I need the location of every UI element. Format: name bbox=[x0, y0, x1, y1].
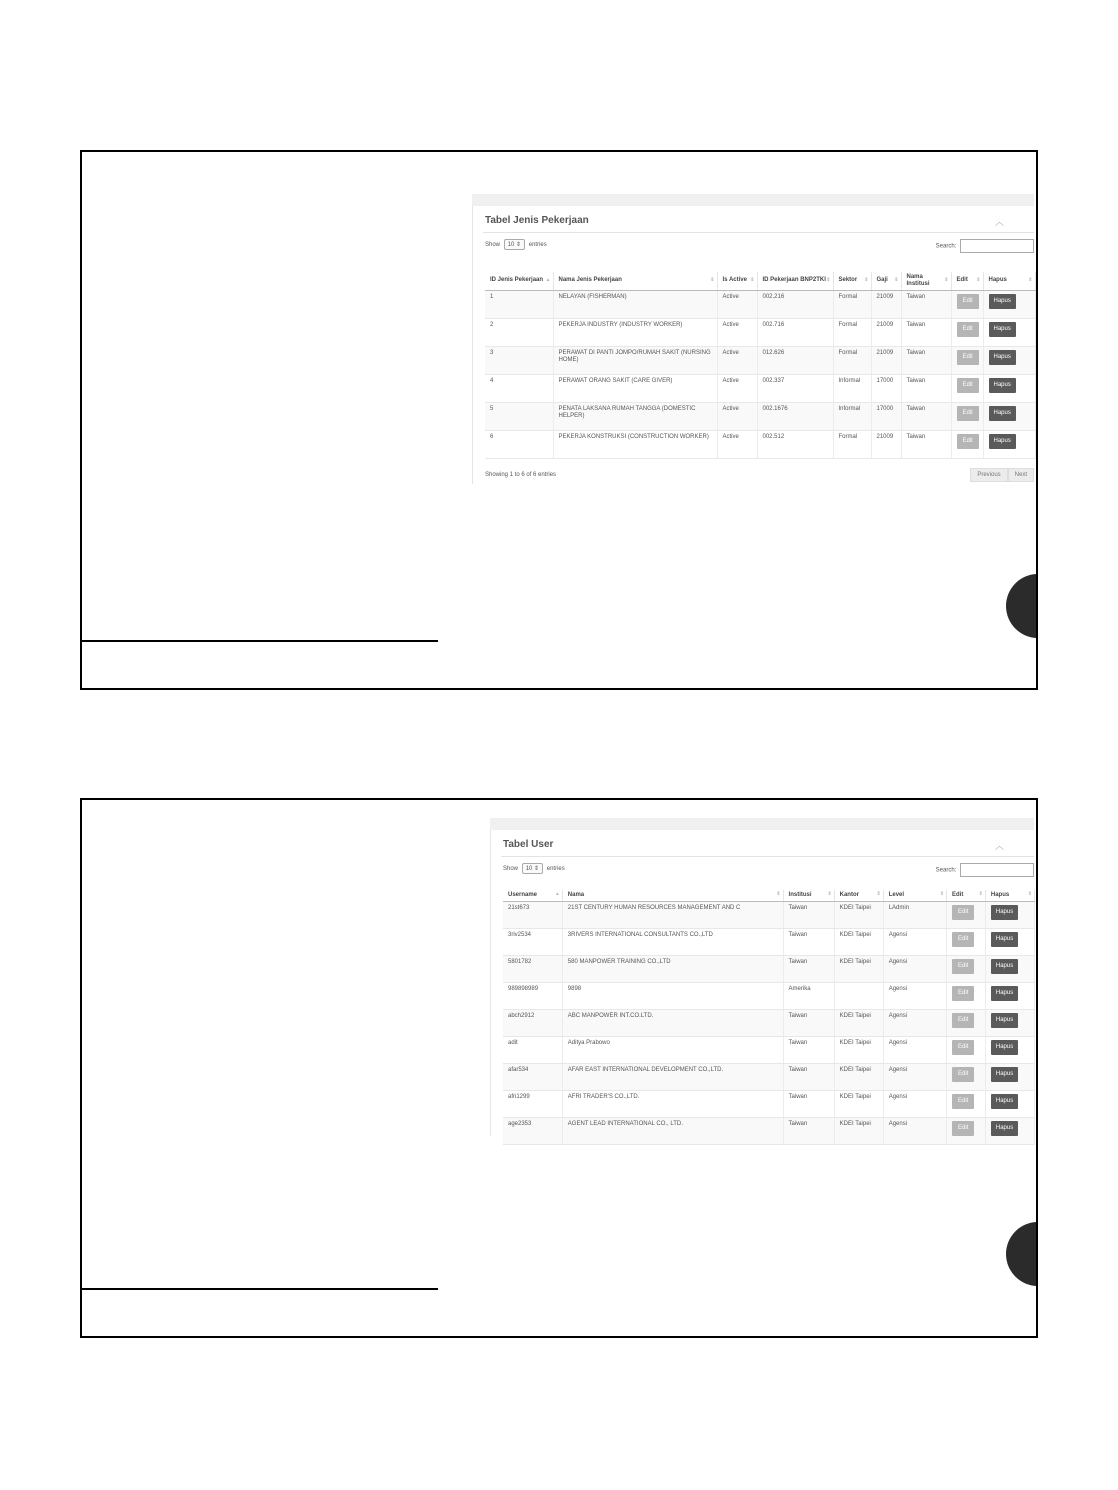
hapus-button[interactable]: Hapus bbox=[991, 1013, 1018, 1029]
table-cell: KDEI Taipei bbox=[834, 1009, 883, 1036]
table-cell: AFRI TRADER'S CO.,LTD. bbox=[562, 1090, 783, 1117]
hapus-cell bbox=[985, 955, 1034, 982]
table-cell: 580 MANPOWER TRAINING CO.,LTD bbox=[562, 955, 783, 982]
table-cell: Active bbox=[717, 346, 757, 374]
edit-button[interactable]: Edit bbox=[952, 959, 974, 975]
edit-cell bbox=[951, 374, 983, 402]
panel-box bbox=[472, 206, 1034, 484]
hapus-cell bbox=[985, 1090, 1034, 1117]
hapus-button[interactable]: Hapus bbox=[991, 932, 1018, 948]
table-cell: age2353 bbox=[503, 1117, 562, 1144]
col-header-label: ID Jenis Pekerjaan bbox=[490, 277, 544, 284]
table-cell: Taiwan bbox=[783, 1009, 834, 1036]
col-header-nama[interactable] bbox=[553, 272, 717, 290]
edit-cell bbox=[951, 402, 983, 430]
panel-box bbox=[490, 830, 1034, 1136]
screenshot-frame-2 bbox=[80, 798, 1038, 1338]
sort-icon: ⇕ bbox=[776, 891, 781, 898]
col-header-kantor[interactable] bbox=[834, 890, 883, 901]
edit-button[interactable]: Edit bbox=[952, 1013, 974, 1029]
table-cell: Agensi bbox=[883, 1090, 946, 1117]
select-arrow-icon: ⇕ bbox=[534, 866, 540, 872]
table-cell: KDEI Taipei bbox=[834, 928, 883, 955]
table-cell: KDEI Taipei bbox=[834, 955, 883, 982]
sort-icon: ⇕ bbox=[976, 277, 981, 284]
table-cell: Taiwan bbox=[901, 430, 951, 458]
col-header-label: Sektor bbox=[838, 277, 858, 284]
table-cell: Taiwan bbox=[783, 901, 834, 928]
table-cell: Agensi bbox=[883, 1117, 946, 1144]
show-suffix: entries bbox=[528, 242, 547, 248]
table-cell: Taiwan bbox=[901, 318, 951, 346]
hapus-cell bbox=[985, 1063, 1034, 1090]
table-cell: 002.337 bbox=[757, 374, 833, 402]
table-row bbox=[503, 901, 1035, 928]
table-cell: Active bbox=[717, 430, 757, 458]
table-row bbox=[485, 402, 1035, 430]
edit-cell bbox=[947, 1117, 986, 1144]
col-header-id-bnp2tki[interactable] bbox=[757, 272, 833, 290]
entries-select-value: 10 bbox=[525, 866, 533, 872]
hapus-cell bbox=[985, 901, 1034, 928]
table-cell: 002.512 bbox=[757, 430, 833, 458]
table-cell: 21st673 bbox=[503, 901, 562, 928]
table-cell: KDEI Taipei bbox=[834, 1036, 883, 1063]
sort-icon: ⇕ bbox=[894, 277, 899, 284]
table-row bbox=[485, 318, 1035, 346]
table-cell: 3 bbox=[485, 346, 553, 374]
table-row bbox=[503, 1009, 1035, 1036]
divider bbox=[501, 856, 1034, 857]
hapus-button[interactable]: Hapus bbox=[989, 406, 1016, 422]
edit-cell bbox=[947, 901, 986, 928]
col-header-label: Nama bbox=[567, 892, 585, 898]
sort-asc-icon: ▲ bbox=[554, 891, 560, 898]
hapus-button[interactable]: Hapus bbox=[991, 1067, 1018, 1083]
hapus-cell bbox=[983, 402, 1035, 430]
table-cell: 4 bbox=[485, 374, 553, 402]
table-cell: 9898 bbox=[562, 982, 783, 1009]
edit-cell bbox=[947, 1063, 986, 1090]
hapus-cell bbox=[985, 1009, 1034, 1036]
previous-button[interactable]: Previous bbox=[970, 468, 1007, 482]
table-cell: abch2912 bbox=[503, 1009, 562, 1036]
col-header-hapus[interactable] bbox=[983, 272, 1035, 290]
table-cell: Taiwan bbox=[783, 1036, 834, 1063]
decorative-circle bbox=[1006, 1222, 1038, 1286]
table-cell: Taiwan bbox=[901, 290, 951, 318]
table-header-row bbox=[485, 272, 1035, 290]
table-cell: Agensi bbox=[883, 982, 946, 1009]
col-header-username[interactable] bbox=[503, 890, 562, 901]
next-button[interactable]: Next bbox=[1008, 468, 1034, 482]
col-header-label: Nama Jenis Pekerjaan bbox=[558, 277, 622, 284]
edit-cell bbox=[951, 346, 983, 374]
table-cell: Taiwan bbox=[901, 402, 951, 430]
hapus-button[interactable]: Hapus bbox=[991, 1094, 1018, 1110]
edit-button[interactable]: Edit bbox=[952, 986, 974, 1002]
edit-cell bbox=[947, 982, 986, 1009]
edit-button[interactable]: Edit bbox=[952, 1067, 974, 1083]
table-cell: Agensi bbox=[883, 1009, 946, 1036]
edit-cell bbox=[947, 1090, 986, 1117]
edit-button[interactable]: Edit bbox=[957, 294, 979, 310]
hapus-cell bbox=[985, 1117, 1034, 1144]
col-header-sektor[interactable] bbox=[833, 272, 871, 290]
collapse-icon[interactable]: ︿ bbox=[994, 217, 1004, 227]
edit-button[interactable]: Edit bbox=[952, 932, 974, 948]
table-cell: PERAWAT ORANG SAKIT (CARE GIVER) bbox=[553, 374, 717, 402]
edit-cell bbox=[947, 1009, 986, 1036]
sort-icon: ⇕ bbox=[1027, 891, 1032, 898]
entries-select[interactable] bbox=[522, 863, 543, 874]
select-arrow-icon: ⇕ bbox=[516, 242, 522, 248]
edit-cell bbox=[947, 1036, 986, 1063]
entries-select-value: 10 bbox=[507, 242, 515, 248]
table-cell bbox=[834, 982, 883, 1009]
col-header-label: Edit bbox=[952, 892, 964, 898]
table-cell: 21009 bbox=[871, 290, 901, 318]
table-cell: Taiwan bbox=[901, 374, 951, 402]
table-cell: 5 bbox=[485, 402, 553, 430]
table-cell: 17000 bbox=[871, 374, 901, 402]
sort-icon: ⇕ bbox=[939, 891, 945, 898]
edit-cell bbox=[947, 928, 986, 955]
col-header-level[interactable] bbox=[883, 890, 946, 901]
pagination bbox=[970, 468, 1034, 482]
search-label: Search: bbox=[935, 243, 957, 250]
table-cell: afar534 bbox=[503, 1063, 562, 1090]
table-row bbox=[503, 1090, 1035, 1117]
col-header-label: Hapus bbox=[988, 277, 1007, 284]
jenis-pekerjaan-panel bbox=[472, 194, 1034, 484]
table-cell: AFAR EAST INTERNATIONAL DEVELOPMENT CO.,LTD. bbox=[562, 1063, 783, 1090]
divider-line bbox=[82, 1288, 438, 1290]
divider-line bbox=[82, 640, 438, 642]
table-cell: Informal bbox=[833, 402, 871, 430]
decorative-circle bbox=[1006, 574, 1038, 638]
edit-button[interactable]: Edit bbox=[952, 1121, 974, 1137]
show-entries bbox=[503, 863, 565, 874]
table-cell: KDEI Taipei bbox=[834, 1090, 883, 1117]
table-cell: Amerika bbox=[783, 982, 834, 1009]
table-cell: Active bbox=[717, 374, 757, 402]
hapus-cell bbox=[983, 346, 1035, 374]
table-cell: PEKERJA INDUSTRY (INDUSTRY WORKER) bbox=[553, 318, 717, 346]
table-cell: 3RIVERS INTERNATIONAL CONSULTANTS CO.,LTD bbox=[562, 928, 783, 955]
edit-cell bbox=[951, 430, 983, 458]
col-header-nama[interactable] bbox=[562, 890, 783, 901]
table-cell: 002.716 bbox=[757, 318, 833, 346]
col-header-label: Is Active bbox=[722, 277, 747, 284]
hapus-button[interactable]: Hapus bbox=[989, 322, 1016, 338]
sort-icon: ⇕ bbox=[827, 891, 832, 898]
sort-asc-icon: ▲ bbox=[545, 277, 551, 284]
col-header-label: Nama Institusi bbox=[906, 274, 930, 287]
col-header-label: Level bbox=[888, 892, 905, 898]
table-cell: PERAWAT DI PANTI JOMPO/RUMAH SAKIT (NURSING HOME) bbox=[553, 346, 717, 374]
table-cell: 2 bbox=[485, 318, 553, 346]
hapus-cell bbox=[983, 374, 1035, 402]
table-cell: Active bbox=[717, 402, 757, 430]
table-cell: PENATA LAKSANA RUMAH TANGGA (DOMESTIC HELPER) bbox=[553, 402, 717, 430]
table-cell: Agensi bbox=[883, 955, 946, 982]
edit-button[interactable]: Edit bbox=[957, 406, 979, 422]
table-cell: Taiwan bbox=[783, 1117, 834, 1144]
search-input[interactable] bbox=[960, 239, 1034, 253]
table-cell: Taiwan bbox=[783, 1063, 834, 1090]
table-cell: KDEI Taipei bbox=[834, 1063, 883, 1090]
table-cell: 5801782 bbox=[503, 955, 562, 982]
col-header-label: Gaji bbox=[876, 277, 888, 284]
hapus-button[interactable]: Hapus bbox=[989, 434, 1016, 450]
edit-button[interactable]: Edit bbox=[957, 434, 979, 450]
col-header-label: Kantor bbox=[839, 892, 859, 898]
col-header-edit[interactable] bbox=[947, 890, 986, 901]
col-header-active[interactable] bbox=[717, 272, 757, 290]
entries-select[interactable] bbox=[504, 239, 525, 250]
table-row bbox=[485, 374, 1035, 402]
col-header-label: Institusi bbox=[788, 892, 812, 898]
edit-button[interactable]: Edit bbox=[957, 322, 979, 338]
table-cell: 989898989 bbox=[503, 982, 562, 1009]
table-row bbox=[485, 346, 1035, 374]
hapus-button[interactable]: Hapus bbox=[991, 959, 1018, 975]
table-cell: Agensi bbox=[883, 928, 946, 955]
table-cell: Taiwan bbox=[901, 346, 951, 374]
user-panel bbox=[490, 818, 1034, 1136]
screenshot-frame-1 bbox=[80, 150, 1038, 690]
table-cell: 1 bbox=[485, 290, 553, 318]
table-cell: 21009 bbox=[871, 346, 901, 374]
table-cell: Formal bbox=[833, 318, 871, 346]
table-cell: Formal bbox=[833, 346, 871, 374]
hapus-button[interactable]: Hapus bbox=[989, 378, 1016, 394]
col-header-edit[interactable] bbox=[951, 272, 983, 290]
table-row bbox=[485, 430, 1035, 458]
edit-button[interactable]: Edit bbox=[952, 1040, 974, 1056]
table-cell: Active bbox=[717, 318, 757, 346]
search bbox=[936, 239, 1034, 253]
hapus-button[interactable]: Hapus bbox=[989, 350, 1016, 366]
search bbox=[936, 863, 1034, 877]
hapus-cell bbox=[985, 982, 1034, 1009]
table-cell: Taiwan bbox=[783, 928, 834, 955]
table-cell: 17000 bbox=[871, 402, 901, 430]
show-suffix: entries bbox=[546, 866, 565, 872]
table-cell: Active bbox=[717, 290, 757, 318]
col-header-label: ID Pekerjaan BNP2TKI bbox=[762, 277, 826, 284]
table-cell: 002.216 bbox=[757, 290, 833, 318]
hapus-button[interactable]: Hapus bbox=[991, 986, 1018, 1002]
search-input[interactable] bbox=[960, 863, 1034, 877]
hapus-button[interactable]: Hapus bbox=[991, 1121, 1018, 1137]
divider bbox=[483, 232, 1034, 233]
table-header-row bbox=[503, 890, 1035, 901]
col-header-label: Hapus bbox=[990, 892, 1010, 898]
table-cell: 21ST CENTURY HUMAN RESOURCES MANAGEMENT AND C bbox=[562, 901, 783, 928]
table-cell: AGENT LEAD INTERNATIONAL CO., LTD. bbox=[562, 1117, 783, 1144]
hapus-cell bbox=[983, 318, 1035, 346]
sort-icon: ⇕ bbox=[876, 891, 881, 898]
show-prefix: Show bbox=[485, 242, 501, 248]
edit-button[interactable]: Edit bbox=[957, 350, 979, 366]
table-cell: Informal bbox=[833, 374, 871, 402]
table-cell: 21009 bbox=[871, 318, 901, 346]
table-row bbox=[485, 290, 1035, 318]
table-cell: Aditya Prabowo bbox=[562, 1036, 783, 1063]
sort-icon: ⇕ bbox=[978, 891, 983, 898]
col-header-hapus[interactable] bbox=[985, 890, 1034, 901]
edit-cell bbox=[951, 318, 983, 346]
col-header-id[interactable] bbox=[485, 272, 553, 290]
table-row bbox=[503, 982, 1035, 1009]
col-header-label: Edit bbox=[956, 277, 968, 284]
table-cell: 21009 bbox=[871, 430, 901, 458]
table-row bbox=[503, 928, 1035, 955]
show-entries bbox=[485, 239, 547, 250]
edit-button[interactable]: Edit bbox=[952, 905, 974, 921]
table-row bbox=[503, 1117, 1035, 1144]
table-cell: NELAYAN (FISHERMAN) bbox=[553, 290, 717, 318]
panel-title: Tabel User bbox=[503, 839, 554, 850]
table-cell: KDEI Taipei bbox=[834, 1117, 883, 1144]
col-header-institusi[interactable] bbox=[901, 272, 951, 290]
edit-button[interactable]: Edit bbox=[957, 378, 979, 394]
col-header-gaji[interactable] bbox=[871, 272, 901, 290]
hapus-cell bbox=[985, 1036, 1034, 1063]
hapus-button[interactable]: Hapus bbox=[991, 1040, 1018, 1056]
collapse-icon[interactable]: ︿ bbox=[994, 841, 1004, 851]
sort-icon: ⇕ bbox=[864, 277, 869, 284]
user-table bbox=[503, 890, 1035, 1145]
table-cell: 012.626 bbox=[757, 346, 833, 374]
hapus-cell bbox=[985, 928, 1034, 955]
sort-icon: ⇕ bbox=[826, 277, 831, 284]
table-cell: PEKERJA KONSTRUKSI (CONSTRUCTION WORKER) bbox=[553, 430, 717, 458]
sort-icon: ⇕ bbox=[710, 277, 715, 284]
table-cell: 002.1676 bbox=[757, 402, 833, 430]
panel-top-bar bbox=[472, 194, 1034, 206]
table-row bbox=[503, 1036, 1035, 1063]
col-header-institusi[interactable] bbox=[783, 890, 834, 901]
edit-button[interactable]: Edit bbox=[952, 1094, 974, 1110]
table-cell: ABC MANPOWER INT.CO.LTD. bbox=[562, 1009, 783, 1036]
show-prefix: Show bbox=[503, 866, 519, 872]
table-cell: Agensi bbox=[883, 1063, 946, 1090]
col-header-label: Username bbox=[508, 892, 538, 898]
table-cell: 6 bbox=[485, 430, 553, 458]
hapus-cell bbox=[983, 430, 1035, 458]
search-label: Search: bbox=[935, 867, 957, 874]
table-cell: Taiwan bbox=[783, 1090, 834, 1117]
sort-icon: ⇕ bbox=[944, 277, 949, 284]
table-info: Showing 1 to 6 of 6 entries bbox=[485, 472, 557, 478]
table-cell: LAdmin bbox=[883, 901, 946, 928]
table-cell: Formal bbox=[833, 430, 871, 458]
table-row bbox=[503, 1063, 1035, 1090]
table-cell: Formal bbox=[833, 290, 871, 318]
hapus-cell bbox=[983, 290, 1035, 318]
edit-cell bbox=[951, 290, 983, 318]
table-cell: adit bbox=[503, 1036, 562, 1063]
jenis-pekerjaan-table bbox=[485, 272, 1036, 459]
table-cell: Taiwan bbox=[783, 955, 834, 982]
table-cell: KDEI Taipei bbox=[834, 901, 883, 928]
panel-top-bar bbox=[490, 818, 1034, 830]
hapus-button[interactable]: Hapus bbox=[989, 294, 1016, 310]
panel-title: Tabel Jenis Pekerjaan bbox=[485, 215, 589, 226]
table-cell: Agensi bbox=[883, 1036, 946, 1063]
sort-icon: ⇕ bbox=[750, 277, 755, 284]
table-row bbox=[503, 955, 1035, 982]
hapus-button[interactable]: Hapus bbox=[991, 905, 1018, 921]
sort-icon: ⇕ bbox=[1028, 277, 1033, 284]
edit-cell bbox=[947, 955, 986, 982]
table-cell: afri1299 bbox=[503, 1090, 562, 1117]
table-cell: 3riv2534 bbox=[503, 928, 562, 955]
